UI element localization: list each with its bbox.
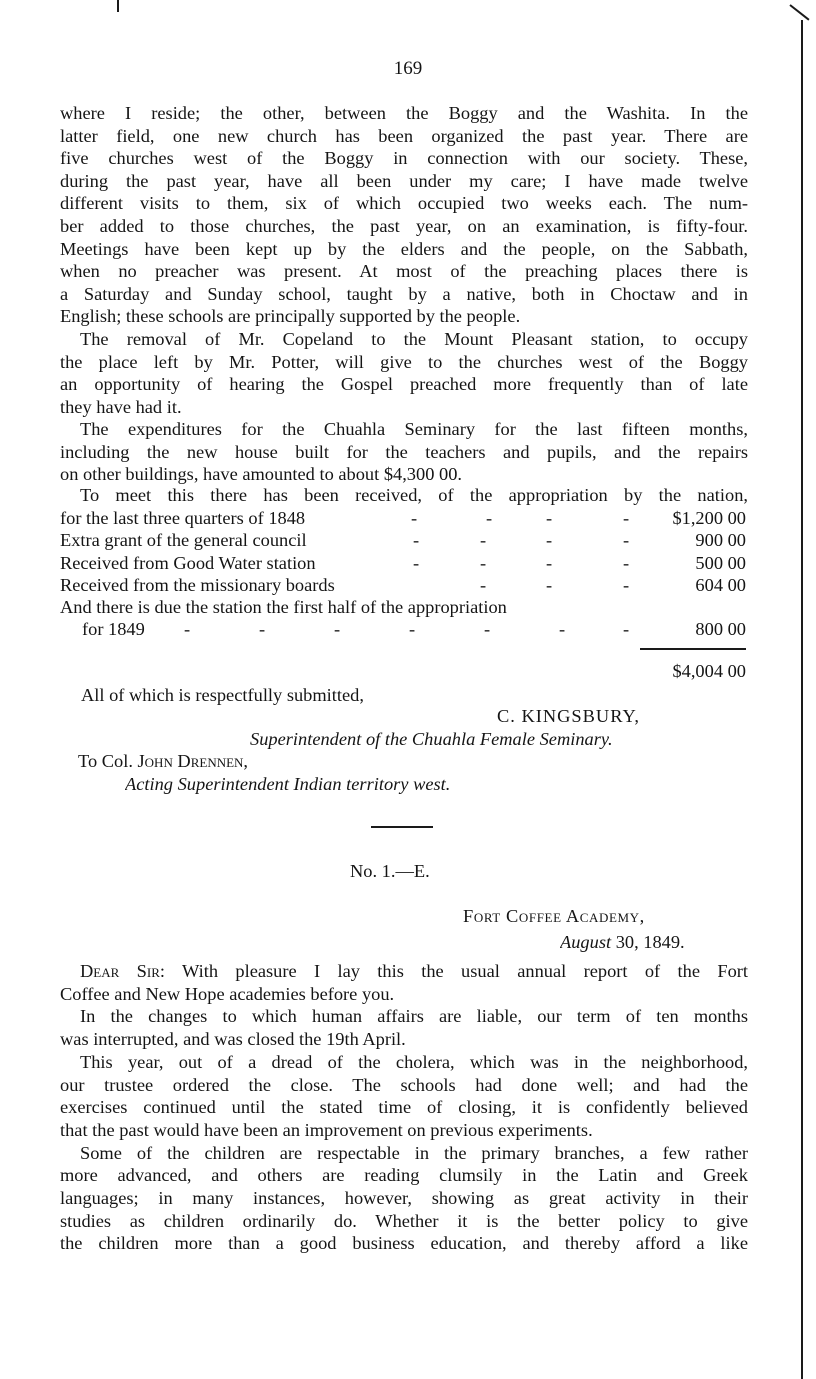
text-line: the place left by Mr. Potter, will give to the churches west of the Boggy bbox=[60, 351, 748, 372]
salutation: Dear Sir: bbox=[80, 961, 165, 981]
leader-dash: - bbox=[258, 619, 266, 639]
text-line: ber added to those churches, the past year, on an examination, is fifty-four. bbox=[60, 216, 748, 236]
signature-name: C. KINGSBURY, bbox=[497, 706, 640, 726]
text-line: This year, out of a dread of the cholera, which was in the neighborhood, bbox=[80, 1051, 748, 1072]
text-line: during the past year, have all been under my care; I have made twelve bbox=[60, 170, 748, 191]
leader-dash: - bbox=[485, 508, 493, 528]
leader-dash: - bbox=[558, 619, 566, 639]
letter-line-with-salutation bbox=[80, 960, 748, 983]
leader-dash: - bbox=[479, 575, 487, 596]
text-line: five churches west of the Boggy in connection with our society. These, bbox=[60, 148, 748, 169]
text-line: that the past would have been an improvement on previous experiments. bbox=[60, 1119, 593, 1140]
text-line: more advanced, and others are reading clumsily in the Latin and Greek bbox=[60, 1165, 748, 1186]
text-line: an opportunity of hearing the Gospel preached more frequently than of late bbox=[60, 374, 748, 395]
addressee-line bbox=[78, 750, 378, 773]
letter-date-rest: 30, 1849. bbox=[611, 932, 685, 952]
account-row-label: Received from Good Water station bbox=[60, 552, 316, 573]
text-line: studies as children ordinarily do. Whether it is the better policy to give bbox=[60, 1210, 748, 1231]
leader-dash: - bbox=[333, 619, 341, 639]
page-number: 169 bbox=[393, 58, 423, 79]
text-line: Coffee and New Hope academies before you. bbox=[60, 983, 395, 1004]
left-binding-line bbox=[117, 0, 119, 12]
account-row-label: for the last three quarters of 1848 bbox=[60, 508, 306, 528]
letter-place: Fort Coffee Academy, bbox=[463, 906, 645, 926]
account-row-amount: 900 00 bbox=[695, 530, 746, 551]
letter-date bbox=[560, 931, 750, 954]
account-due-line: And there is due the station the first half of the appropriation bbox=[60, 597, 507, 617]
leader-dash: - bbox=[408, 619, 416, 639]
letter-date-month: August bbox=[560, 932, 612, 952]
account-intro: To meet this there has been received, of the appropriation by the nation, bbox=[80, 485, 748, 505]
leader-dash: - bbox=[622, 508, 630, 528]
account-row-amount: 500 00 bbox=[695, 552, 746, 573]
text-line: was interrupted, and was closed the 19th April. bbox=[60, 1029, 406, 1050]
top-right-corner-edge bbox=[789, 4, 809, 20]
leader-dash: - bbox=[545, 508, 553, 528]
leader-dash: - bbox=[622, 552, 630, 573]
text-line: different visits to them, six of which occupied two weeks each. The num- bbox=[60, 193, 748, 214]
text-line: With pleasure I lay this the usual annual report of the Fort bbox=[164, 961, 748, 981]
leader-dash: - bbox=[622, 619, 630, 639]
text-line: latter field, one new church has been organized the past year. There are bbox=[60, 125, 748, 146]
text-line: where I reside; the other, between the Boggy and the Washita. In the bbox=[60, 103, 748, 123]
account-row-amount: 604 00 bbox=[695, 575, 746, 596]
leader-dash: - bbox=[545, 552, 553, 573]
addressee-name: John Drennen, bbox=[137, 751, 249, 771]
leader-dash: - bbox=[545, 530, 553, 551]
leader-dash: - bbox=[622, 530, 630, 551]
leader-dash: - bbox=[479, 552, 487, 573]
text-line: languages; in many instances, however, showing as great activity in their bbox=[60, 1188, 748, 1208]
text-line: The expenditures for the Chuahla Seminary for the last fifteen months, bbox=[80, 419, 748, 439]
leader-dash: - bbox=[545, 575, 553, 596]
leader-dash: - bbox=[479, 530, 487, 551]
section-heading: No. 1.—E. bbox=[350, 861, 430, 881]
leader-dash: - bbox=[622, 575, 630, 596]
text-line: Some of the children are respectable in the primary branches, a few rather bbox=[80, 1142, 748, 1163]
leader-dash: - bbox=[483, 619, 491, 639]
account-row-label: Received from the missionary boards bbox=[60, 575, 335, 596]
text-line: In the changes to which human affairs are liable, our term of ten months bbox=[80, 1006, 748, 1027]
account-row-amount: 800 00 bbox=[695, 619, 746, 639]
text-line: a Saturday and Sunday school, taught by a native, both in Choctaw and in bbox=[60, 283, 748, 304]
text-line: The removal of Mr. Copeland to the Mount Pleasant station, to occupy bbox=[80, 329, 748, 349]
text-line: they have had it. bbox=[60, 396, 182, 417]
text-line: our trustee ordered the close. The schools had done well; and had the bbox=[60, 1074, 748, 1095]
closing-submitted: All of which is respectfully submitted, bbox=[81, 685, 364, 705]
leader-dash: - bbox=[183, 619, 191, 639]
section-divider bbox=[371, 826, 433, 828]
addressee-prefix: To Col. bbox=[78, 751, 138, 771]
text-line: exercises continued until the stated time of closing, it is confidently believed bbox=[60, 1097, 748, 1118]
leader-dash: - bbox=[412, 530, 420, 551]
account-row-label: for 1849 bbox=[82, 619, 145, 639]
text-line: Meetings have been kept up by the elders and the people, on the Sabbath, bbox=[60, 238, 748, 259]
account-total-amount: $4,004 00 bbox=[672, 661, 746, 681]
leader-dash: - bbox=[412, 552, 420, 573]
text-line: English; these schools are principally supported by the people. bbox=[60, 306, 521, 327]
text-line: on other buildings, have amounted to about $4,300 00. bbox=[60, 464, 462, 485]
addressee-title: Acting Superintendent Indian territory west. bbox=[125, 774, 451, 794]
account-row-amount: $1,200 00 bbox=[672, 508, 746, 528]
account-row-label: Extra grant of the general council bbox=[60, 530, 307, 551]
text-line: including the new house built for the teachers and pupils, and the repairs bbox=[60, 441, 748, 462]
text-line: when no preacher was present. At most of the preaching places there is bbox=[60, 261, 748, 282]
text-line: the children more than a good business education, and thereby afford a like bbox=[60, 1233, 748, 1254]
signature-title: Superintendent of the Chuahla Female Seminary. bbox=[250, 729, 613, 749]
right-page-edge bbox=[801, 20, 803, 1379]
total-rule bbox=[640, 648, 746, 650]
leader-dash: - bbox=[410, 508, 418, 528]
